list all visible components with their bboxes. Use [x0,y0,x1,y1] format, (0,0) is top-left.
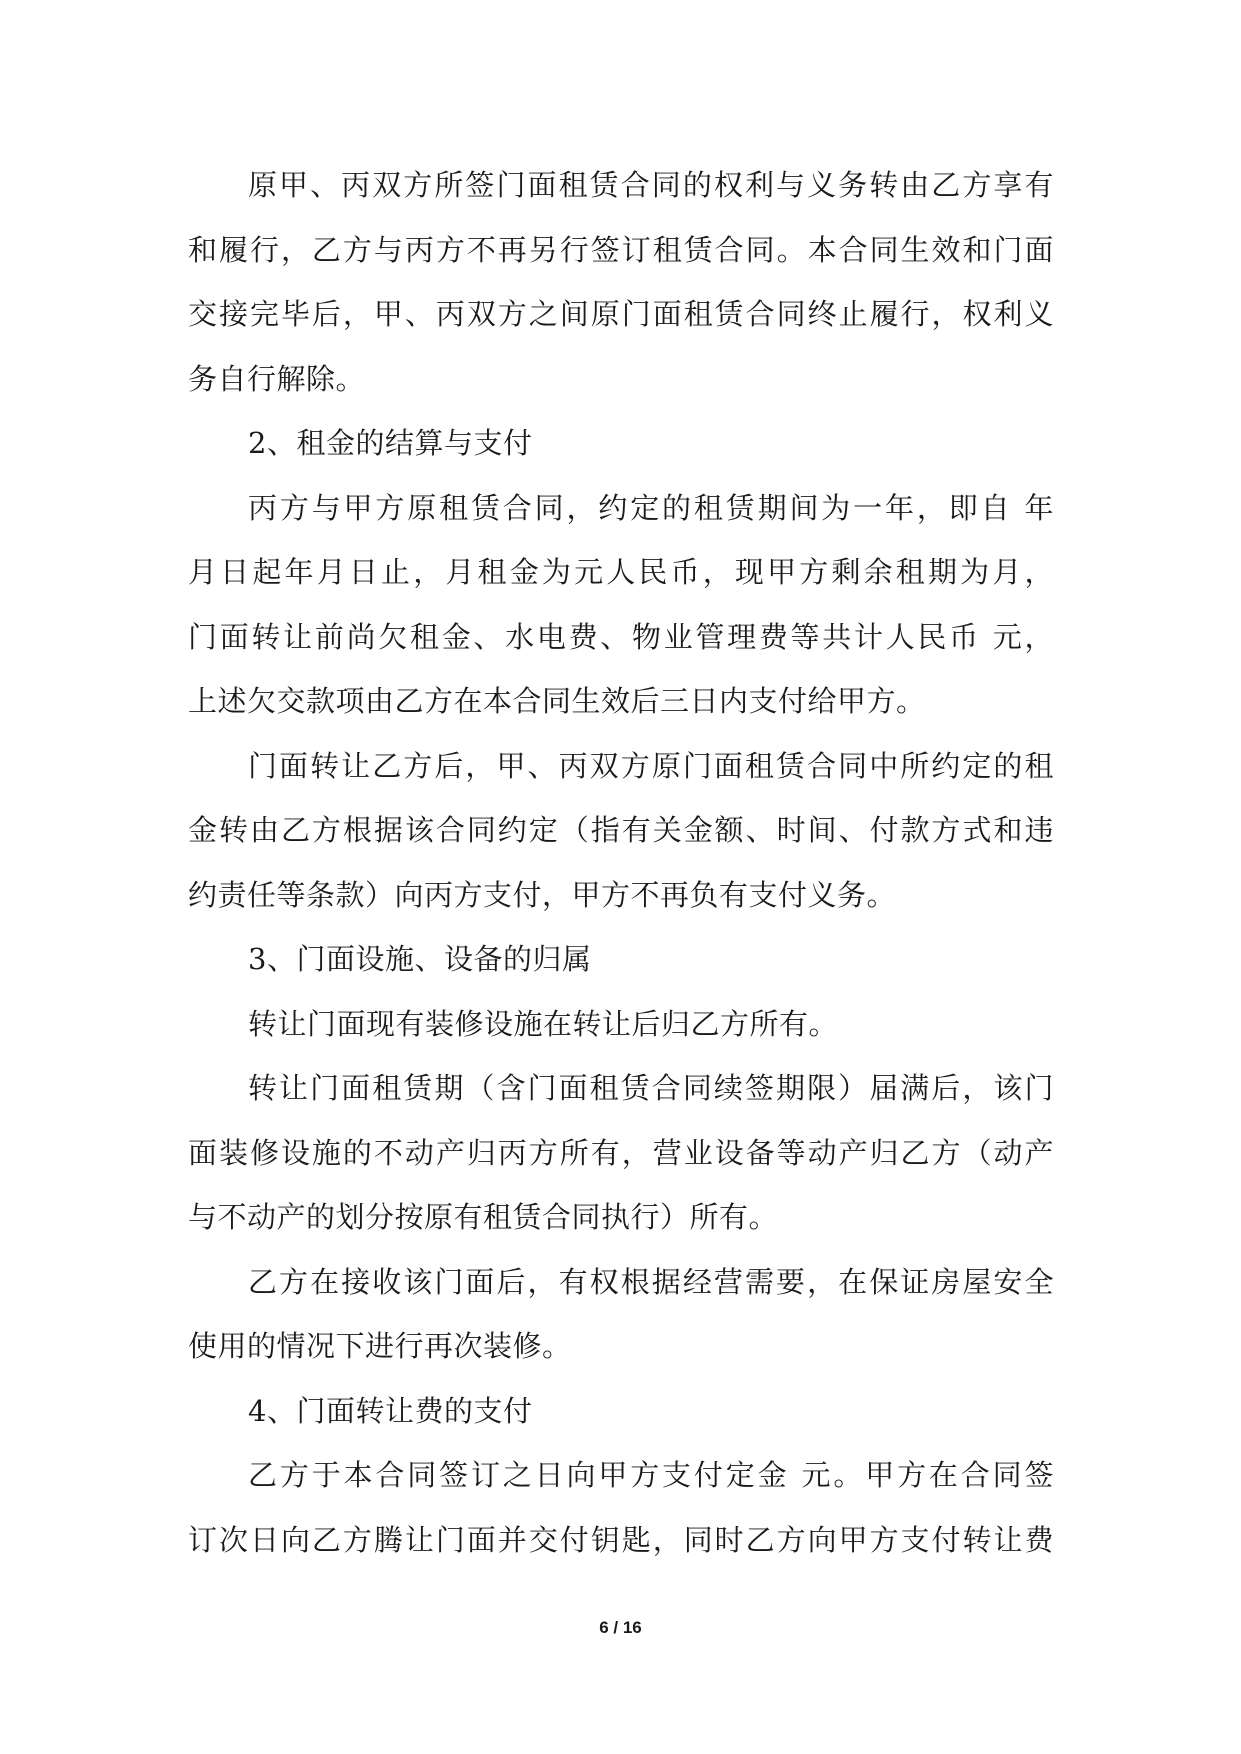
text-line: 约责任等条款）向丙方支付，甲方不再负有支付义务。 [188,877,897,912]
text-line: 丙方与甲方原租赁合同，约定的租赁期间为一年，即自 年 [248,490,1054,525]
text-line: 与不动产的划分按原有租赁合同执行）所有。 [188,1200,779,1234]
text-line: 3、门面设施、设备的归属 [248,942,592,976]
text-line: 转让门面现有装修设施在转让后归乙方所有。 [248,1006,839,1041]
text-line: 乙方于本合同签订之日向甲方支付定金 元。甲方在合同签 [248,1458,1054,1492]
text-line: 月日起年月日止，月租金为元人民币，现甲方剩余租期为月， [188,555,1054,589]
text-line: 2、租金的结算与支付 [248,426,533,460]
text-line: 原甲、丙双方所签门面租赁合同的权利与义务转由乙方享有 [248,168,1054,202]
text-line: 和履行，乙方与丙方不再另行签订租赁合同。本合同生效和门面 [188,232,1054,267]
text-line: 转让门面租赁期（含门面租赁合同续签期限）届满后，该门 [248,1071,1054,1105]
text-line: 金转由乙方根据该合同约定（指有关金额、时间、付款方式和违 [188,813,1054,847]
text-line: 务自行解除。 [188,361,366,396]
text-line: 4、门面转让费的支付 [248,1393,533,1428]
text-line: 上述欠交款项由乙方在本合同生效后三日内支付给甲方。 [188,684,926,718]
text-line: 交接完毕后，甲、丙双方之间原门面租赁合同终止履行，权利义 [188,297,1054,331]
text-line: 乙方在接收该门面后，有权根据经营需要，在保证房屋安全 [248,1264,1054,1299]
text-line: 使用的情况下进行再次装修。 [188,1329,572,1363]
text-line: 门面转让前尚欠租金、水电费、物业管理费等共计人民币 元， [188,619,1054,654]
text-line: 面装修设施的不动产归丙方所有，营业设备等动产归乙方（动产 [188,1135,1054,1170]
text-line: 订次日向乙方腾让门面并交付钥匙，同时乙方向甲方支付转让费 [188,1522,1054,1557]
page-number: 6 / 16 [599,1618,642,1637]
text-line: 门面转让乙方后，甲、丙双方原门面租赁合同中所约定的租 [248,748,1054,783]
document-body [188,153,1054,1572]
